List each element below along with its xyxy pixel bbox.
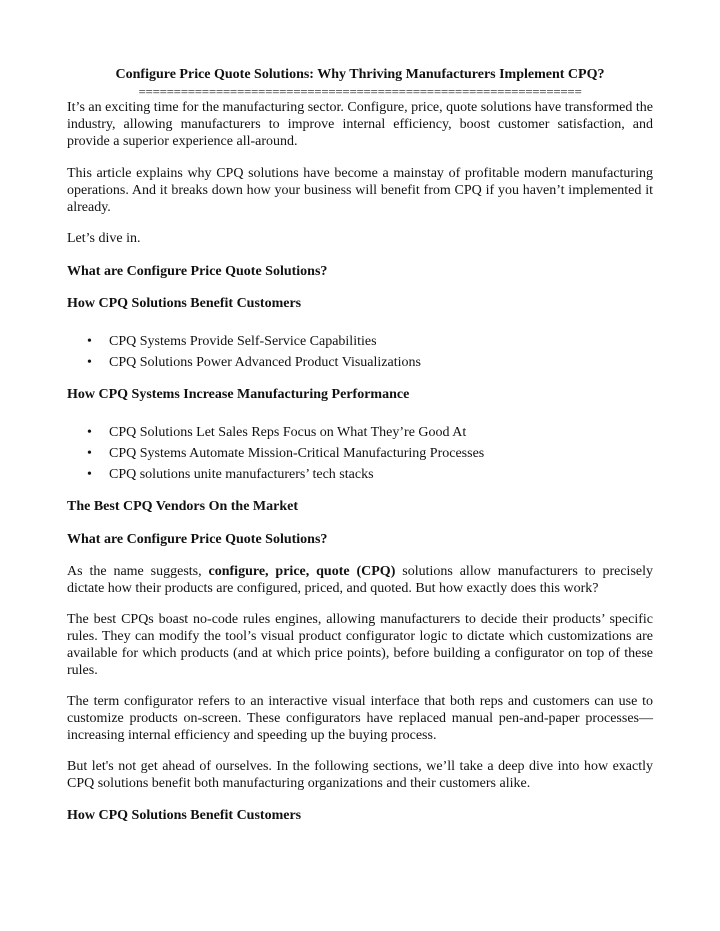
section-heading-what-are-cpq: What are Configure Price Quote Solutions?: [67, 532, 328, 547]
toc-heading-manufacturing-performance: How CPQ Systems Increase Manufacturing Performance: [67, 387, 410, 402]
intro-paragraph-3: Let’s dive in.: [67, 231, 141, 246]
list-item: • CPQ solutions unite manufacturers’ tech stacks: [87, 467, 374, 482]
list-item: • CPQ Solutions Power Advanced Product Visualizations: [87, 355, 421, 370]
toc-list-manufacturing-performance: [67, 424, 653, 487]
section-1-paragraph-3: The term configurator refers to an interactive visual interface that both reps and customers can use to customize products on-screen. These configurators have replaced manual pen-and-paper processes—increasing internal efficiency and speeding up the buying process.: [67, 694, 653, 743]
list-item: • CPQ Solutions Let Sales Reps Focus on What They’re Good At: [87, 425, 467, 440]
section-1-paragraph-2: The best CPQs boast no-code rules engines, allowing manufacturers to decide their products’ specific rules. They can modify the tool’s visual product configurator logic to dictate which customizations are available for which products (and at which price points), before building a configurator on top of these rules.: [67, 612, 653, 678]
toc-heading-benefit-customers: How CPQ Solutions Benefit Customers: [67, 296, 302, 311]
toc-list-benefit-customers: [67, 333, 653, 375]
section-heading-benefit-customers: How CPQ Solutions Benefit Customers: [67, 808, 302, 823]
section-1-paragraph-4: But let's not get ahead of ourselves. In the following sections, we’ll take a deep dive into how exactly CPQ solutions benefit both manufacturing organizations and their customers alike.: [67, 759, 653, 791]
bullet-icon: •: [87, 467, 92, 482]
toc-heading-what-are-cpq: What are Configure Price Quote Solutions?: [67, 264, 328, 279]
section-1-paragraph-1: As the name suggests, configure, price, quote (CPQ) solutions allow manufacturers to precisely dictate how their products are configured, priced, and quoted. But how exactly does this work?: [67, 564, 653, 596]
document-title: Configure Price Quote Solutions: Why Thriving Manufacturers Implement CPQ?: [115, 67, 605, 82]
list-item: • CPQ Systems Automate Mission-Critical Manufacturing Processes: [87, 446, 485, 461]
intro-paragraph-2: This article explains why CPQ solutions have become a mainstay of profitable modern manufacturing operations. And it breaks down how your business will benefit from CPQ if you haven’t implemented it already.: [67, 166, 653, 215]
list-item: • CPQ Systems Provide Self-Service Capabilities: [87, 334, 377, 349]
toc-heading-best-vendors: The Best CPQ Vendors On the Market: [67, 499, 298, 514]
bullet-icon: •: [87, 446, 92, 461]
intro-paragraph-1: It’s an exciting time for the manufacturing sector. Configure, price, quote solutions have transformed the industry, allowing manufacturers to improve internal efficiency, boost customer satisfaction, and provide a superior experience all-around.: [67, 100, 653, 149]
bullet-icon: •: [87, 425, 92, 440]
bullet-icon: •: [87, 334, 92, 349]
bullet-icon: •: [87, 355, 92, 370]
title-underline-rule: ===============================================================: [138, 86, 582, 98]
bold-term: configure, price, quote (CPQ): [208, 564, 396, 579]
